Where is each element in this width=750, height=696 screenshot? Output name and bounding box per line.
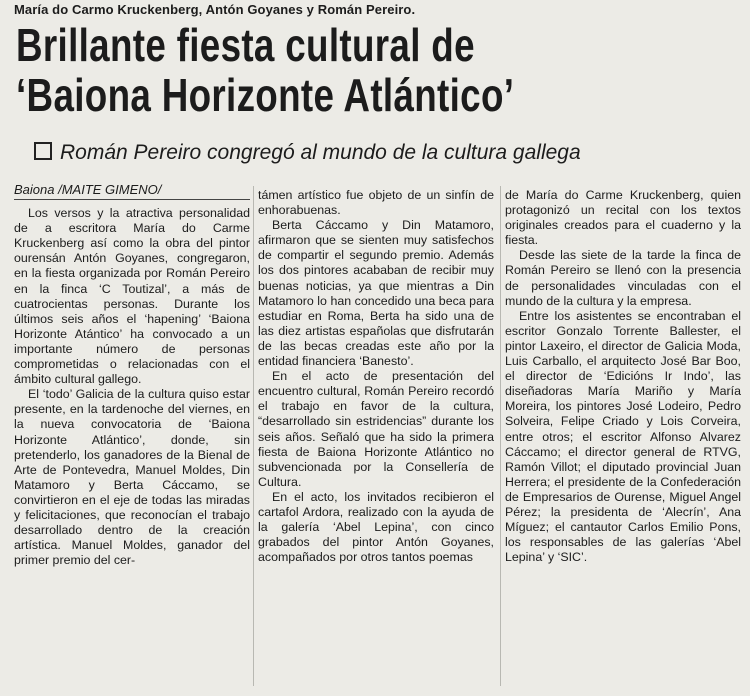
column-divider xyxy=(500,186,501,686)
headline-line-2: ‘Baiona Horizonte Atlántico’ xyxy=(16,69,515,121)
subheadline xyxy=(34,141,734,165)
paragraph: de María do Carme Kruckenberg, quien protagonizó un recital con los textos originales creados para el cuaderno y la fiesta. xyxy=(505,188,741,248)
paragraph: Los versos y la atractiva personalidad de a escritora María do Carme Kruckenberg así como la obra del pintor ourensán Antón Goyanes, congregaron, en la fiesta organizada por Román Pereiro en la finca ‘C Toutizal’, a más de cuatrocientas personas. Durante los últimos seis años el ‘hapening’ ‘Baiona Horizonte Atántico’ ha convocado a un importante número de personas comprometidas o relacionadas con el ámbito cultural gallego. xyxy=(14,206,250,387)
paragraph: En el acto, los invitados recibieron el cartafol Ardora, realizado con la ayuda de la galería ‘Abel Lepina’, con cinco grabados del pintor Antón Goyanes, acompañados por otros tantos poemas xyxy=(258,489,494,565)
paragraph: El ‘todo’ Galicia de la cultura quiso estar presente, en la tardenoche del viernes, en la nueva convocatoria de ‘Baiona Horizonte Atlántico’, donde, sin pretenderlo, los ganadores de la Bienal de Arte de Pontevedra, Manuel Moldes, Din Matamoro y Berta Cáccamo, se convirtieron en el eje de todas las miradas y felicitaciones, que reconocían el trabajo desarrollado dentro de la creación artística. Manuel Moldes, ganador del primer premio del cer- xyxy=(14,387,250,568)
column-divider xyxy=(253,186,254,686)
headline xyxy=(16,20,592,120)
subheadline-text: Román Pereiro congregó al mundo de la cultura gallega xyxy=(60,141,581,164)
photo-caption: María do Carmo Kruckenberg, Antón Goyanes y Román Pereiro. xyxy=(14,2,416,17)
headline-line-1: Brillante fiesta cultural de xyxy=(16,19,475,71)
article-column-2 xyxy=(258,188,494,696)
paragraph: támen artístico fue objeto de un sinfín de enhorabuenas. xyxy=(258,188,494,218)
article-column-1 xyxy=(14,182,250,690)
paragraph: Entre los asistentes se encontraban el escritor Gonzalo Torrente Ballester, el pintor Laxeiro, el director de Galicia Moda, Luis Carballo, el arquitecto José Bar Boo, el director de ‘Edicións Ir Indo’, las diseñadoras María Mariño y María Moreira, los pintores José Lodeiro, Pedro Solveira, Felipe Criado y Lois Corveira, entre otros; el escritor Alfonso Alvarez Cáccamo; el director general de RTVG, Ramón Villot; el diputado provincial Juan Herrera; el presidente de la Confederación de Empresarios de Ourense, Miguel Angel Pérez; la presidenta de ‘Alecrín’, Ana Míguez; el cantautor Carlos Emilio Pons, los responsables de las galerías ‘Abel Lepina’ y ‘SIC’. xyxy=(505,308,741,565)
article-column-3 xyxy=(505,188,741,696)
paragraph: Berta Cáccamo y Din Matamoro, afirmaron que se sienten muy satisfechos de compartir el segundo premio. Además los dos pintores acababan de recibir muy buenas noticias, ya que mientras a Din Matamoro lo han concedido una beca para estudiar en Roma, Berta ha sido una de las diez artistas españolas que disfrutarán de las becas creadas este año por la entidad financiera ‘Banesto’. xyxy=(258,218,494,369)
byline: Baiona /MAITE GIMENO/ xyxy=(14,182,250,200)
paragraph: En el acto de presentación del encuentro cultural, Román Pereiro recordó el trabajo en favor de la cultura, “desarrollado sin estridencias” durante los seis años. Señaló que ha sido la primera fiesta de Baiona Horizonte Atlántico no subvencionada por la Consellería de Cultura. xyxy=(258,369,494,489)
square-bullet-icon xyxy=(34,142,52,160)
paragraph: Desde las siete de la tarde la finca de Román Pereiro se llenó con la presencia de personalidades vinculadas con el mundo de la cultura y la empresa. xyxy=(505,248,741,308)
